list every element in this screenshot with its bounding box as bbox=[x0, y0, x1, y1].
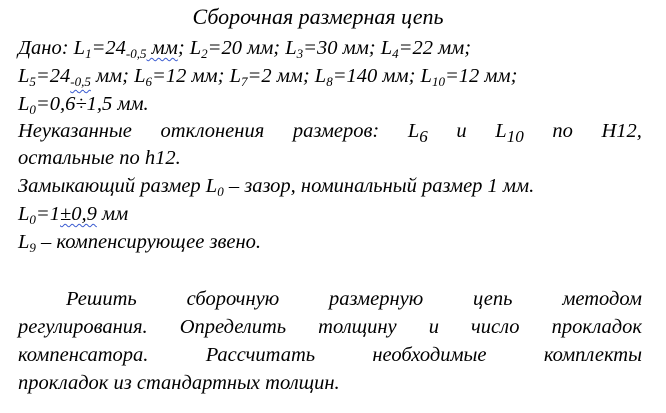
subscript: 0 bbox=[29, 212, 36, 227]
subscript: 2 bbox=[201, 46, 208, 61]
word: размеров: bbox=[292, 120, 380, 142]
dimension-l10 bbox=[495, 118, 523, 150]
text: =0,6÷1,5 мм. bbox=[35, 93, 149, 115]
text: L bbox=[18, 65, 30, 87]
word: Н12, bbox=[601, 120, 642, 142]
text: =12 мм; L bbox=[152, 65, 241, 87]
text: =22 мм; bbox=[398, 37, 472, 59]
word: регулирования. bbox=[18, 316, 148, 338]
subscript: 5 bbox=[29, 74, 36, 89]
text: L bbox=[18, 231, 30, 253]
dimension-l6 bbox=[408, 118, 428, 150]
text: =140 мм; L bbox=[332, 65, 432, 87]
text: Замыкающий размер L bbox=[18, 175, 218, 197]
closing-dimension-line bbox=[18, 173, 534, 199]
word: и bbox=[456, 120, 467, 142]
subscript: 0 bbox=[217, 184, 224, 199]
word: комплекты bbox=[543, 344, 642, 366]
unit: мм bbox=[90, 65, 123, 87]
subscript: 9 bbox=[29, 240, 36, 255]
text: L bbox=[407, 120, 420, 142]
text: ; L bbox=[122, 65, 146, 87]
task-line-1 bbox=[66, 286, 642, 312]
subscript: 1 bbox=[85, 46, 92, 61]
word: число bbox=[470, 316, 520, 338]
subscript: 10 bbox=[506, 127, 524, 147]
task-line-2 bbox=[18, 314, 642, 340]
word: по bbox=[552, 120, 573, 142]
text: – зазор, номинальный размер 1 мм. bbox=[223, 175, 535, 197]
word: Рассчитать bbox=[205, 344, 316, 366]
text: – компенсирующее звено. bbox=[35, 231, 262, 253]
word: толщину bbox=[318, 316, 397, 338]
unit: мм bbox=[96, 203, 129, 225]
subscript: 7 bbox=[240, 74, 248, 89]
document-title: Сборочная размерная цепь bbox=[192, 4, 444, 29]
text: L bbox=[495, 120, 507, 142]
subscript: 4 bbox=[392, 46, 399, 61]
tolerance-spellcheck: ±0,9 bbox=[60, 203, 97, 225]
subscript: 10 bbox=[431, 74, 445, 89]
value: =24 bbox=[35, 65, 71, 87]
word: методом bbox=[562, 288, 642, 310]
task-line-4: прокладок из стандартных толщин. bbox=[18, 372, 340, 394]
subscript: 0 bbox=[29, 102, 36, 117]
text: L bbox=[18, 93, 30, 115]
unit-spellcheck: мм bbox=[146, 37, 178, 59]
word: сборочную bbox=[186, 288, 280, 310]
word: необходимые bbox=[372, 344, 487, 366]
text: =12 мм; bbox=[444, 65, 518, 87]
word: прокладок bbox=[551, 316, 642, 338]
word: Неуказанные bbox=[18, 120, 132, 142]
given-line-1 bbox=[18, 35, 471, 61]
subscript: 6 bbox=[145, 74, 152, 89]
subscript: 6 bbox=[419, 127, 428, 147]
tolerance-spellcheck: -0,5 bbox=[70, 74, 91, 89]
l0-range-line bbox=[18, 201, 128, 227]
word: Решить bbox=[66, 288, 137, 310]
word: и bbox=[428, 316, 439, 338]
text: =2 мм; L bbox=[247, 65, 327, 87]
subscript: 8 bbox=[326, 74, 333, 89]
value: =24 bbox=[91, 37, 126, 59]
task-line-3 bbox=[18, 342, 642, 368]
text: =20 мм; L bbox=[207, 37, 297, 59]
text: =30 мм; L bbox=[303, 37, 393, 59]
compensating-line bbox=[18, 229, 261, 255]
word: Определить bbox=[179, 316, 287, 338]
subscript: 3 bbox=[296, 46, 304, 61]
text: =1 bbox=[35, 203, 60, 225]
word: размерную bbox=[329, 288, 424, 310]
given-line-2 bbox=[18, 63, 517, 89]
text: L bbox=[18, 203, 30, 225]
word: цепь bbox=[473, 288, 513, 310]
deviations-line-2: остальные по h12. bbox=[18, 147, 181, 169]
given-line-3 bbox=[18, 91, 149, 117]
text: ; L bbox=[177, 37, 202, 59]
word: компенсатора. bbox=[18, 344, 149, 366]
given-intro: Дано: L bbox=[18, 37, 86, 59]
word: отклонения bbox=[160, 120, 265, 142]
tolerance: -0,5 bbox=[125, 46, 147, 61]
